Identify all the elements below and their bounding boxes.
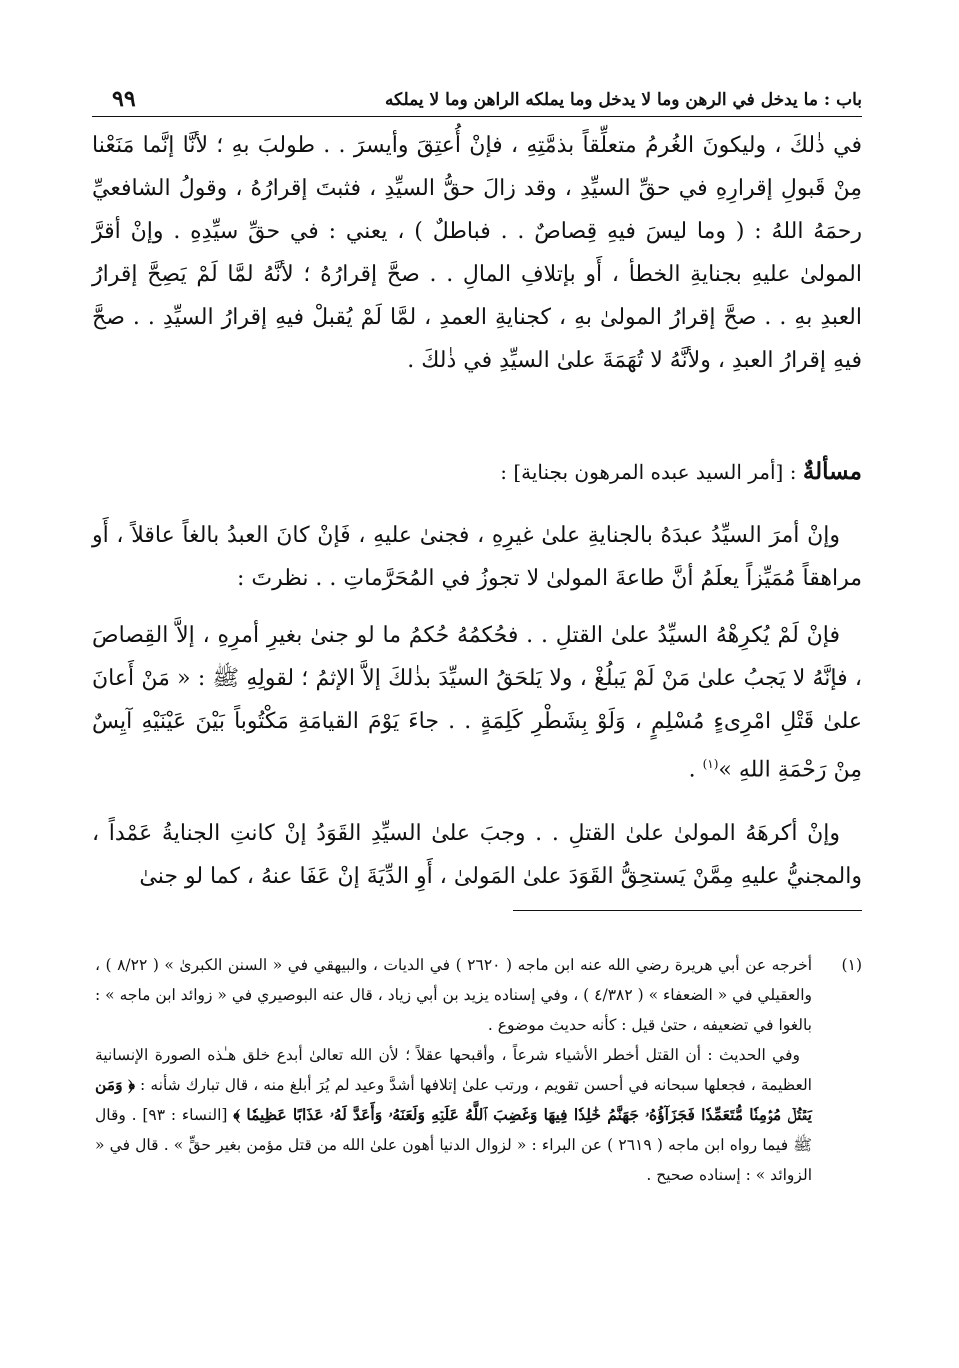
paragraph-4 — [92, 812, 862, 898]
chapter-title: باب : ما يدخل في الرهن وما لا يدخل وما يملكه الراهن وما لا يملكه — [384, 90, 862, 110]
footnote-marker: (١) — [841, 956, 862, 974]
running-header — [92, 76, 862, 117]
paragraph-4-text: وإنْ أكرهَهُ المولىٰ علىٰ القتلِ . . وجبَ علىٰ السيِّدِ القَوَدُ إنْ كانتِ الجنايةُ عَمْداً ، والمجنيُّ عليهِ مِمَّنْ يَستحِقُّ القَوَدَ علىٰ المَولىٰ ، أَوِ الدِّيَةَ إنْ عَفَا عنهُ ، كما لو جنىٰ — [92, 821, 862, 889]
footnote-text: أخرجه عن أبي هريرة رضي الله عنه ابن ماجه ( ٢٦٢٠ ) في الديات ، والبيهقي في « السنن الكبرىٰ » ( ٨/٢٢ ) ، والعقيلي في « الضعفاء » ( ٤/٣٨٢ ) ، وفي إسناده يزيد بن أبي زياد ، قال عنه البوصيري في « زوائد ابن ماجه » : بالغوا في تضعيفه ، حتىٰ قيل : كأنه حديث موضوع . — [95, 956, 813, 1034]
issue-label: مسألةٌ — [802, 458, 862, 485]
paragraph-3-body: فإنْ لَمْ يُكرِهْهُ السيِّدُ علىٰ القتلِ . . فحُكمُهُ حُكمُ ما لو جنىٰ بغيرِ أمرِهِ ، إلاَّ القِصاصَ ، فإنَّهُ لا يَجبُ علىٰ مَنْ لَمْ يَبلُغْ ، ولا يَلحَقُ السيِّدَ بذٰلكَ إلاَّ الإثمُ ؛ لقولِهِ ﷺ : — [92, 623, 863, 691]
issue-heading — [500, 458, 862, 485]
hadith-quote: « مَنْ أَعانَ علىٰ قَتْلِ امْرِىءٍ مُسْلِمٍ ، وَلَوْ بِشَطْرِ كَلِمَةٍ . . جاءَ يَوْمَ القيامَةِ مَكْتُوباً بَيْنَ عَيْنَيْهِ آيِسٌ مِنْ رَحْمَةِ اللهِ » — [92, 666, 862, 783]
page-number: ٩٩ — [112, 86, 136, 112]
footnote-1-commentary — [95, 1040, 812, 1190]
paragraph-3-end: . — [688, 757, 703, 783]
footnote-divider — [513, 910, 862, 911]
paragraph-3-text — [92, 614, 862, 791]
footnote-reference[interactable]: (١) — [702, 757, 719, 771]
paragraph-1-text: في ذٰلكَ ، وليكونَ الغُرمُ متعلِّقاً بذمَّتِهِ ، فإنْ أُعتِقَ وأيسرَ . . طولبَ بهِ ؛ لأنَّا إنَّما مَنَعْنا مِنْ قَبولِ إقرارِهِ في حقِّ السيِّدِ ، وقد زالَ حقُّ السيِّدِ ، فثبتَ إقرارُهُ ، وقولُ الشافعيِّ رحمَهُ اللهُ : ( وما ليسَ فيهِ قِصاصٌ . . فباطلٌ ) ، يعني : في حقِّ سيِّدِهِ . وإنْ أقرَّ المولىٰ عليهِ بجنايةِ الخطأ ، أَو بإتلافِ المالِ . . صحَّ إقرارُهُ ؛ لأنَّهُ لمَّا لَمْ يَصِحَّ إقرارُ العبدِ بهِ . . صحَّ إقرارُ المولىٰ بهِ ، كجنايةِ العمدِ ، لمَّا لَمْ يُقبلْ فيهِ إقرارُ السيِّدِ . . صحَّ فيهِ إقرارُ العبدِ ، ولأنَّهُ لا تُهَمَةَ علىٰ السيِّدِ في ذٰلكَ . — [92, 133, 862, 373]
paragraph-3 — [92, 614, 862, 791]
footnote-1 — [95, 950, 862, 1040]
quran-verse: ﴿ وَمَن يَقۡتُلۡ مُؤۡمِنٗا مُّتَعَمِّدٗا فَجَزَآؤُهُۥ جَهَنَّمُ خَٰلِدٗا فِيهَا وَغَضِبَ ٱللَّهُ عَلَيۡهِ وَلَعَنَهُۥ وَأَعَدَّ لَهُۥ عَذَابًا عَظِيمٗا ﴾ — [95, 1075, 812, 1124]
footnote-commentary-b: [النساء : ٩٣] . وقال ﷺ فيما رواه ابن ماجه ( ٢٦١٩ ) عن البراء : « لزوال الدنيا أهون علىٰ الله من قتل مؤمن بغير حقٍّ » . قال في « الزوائد » : إسناده صحيح . — [95, 1106, 812, 1184]
footnotes — [95, 950, 862, 1190]
paragraph-2-text: وإنْ أمرَ السيِّدُ عبدَهُ بالجنايةِ علىٰ غيرِهِ ، فجنىٰ عليهِ ، فَإنْ كانَ العبدُ بالغاً عاقلاً ، أَو مراهقاً مُمَيِّزاً يعلَمُ أنَّ طاعةَ المولىٰ لا تجوزُ في المُحَرَّماتِ . . نظرتَ : — [92, 523, 862, 591]
paragraph-1 — [92, 124, 862, 382]
paragraph-2 — [92, 514, 862, 600]
footnote-commentary-a: وفي الحديث : أن القتل أخطر الأشياء شرعاً ، وأقبحها عقلاً ؛ لأن الله تعالىٰ أبدع خلق هـٰذه الصورة الإنسانية العظيمة ، فجعلها سبحانه في أحسن تقويم ، ورتب علىٰ إتلافها أشدَّ وعيد لم يُرَ أبلغ منه ، قال تبارك شأنه : — [95, 1046, 812, 1094]
issue-title: : [أمر السيد عبده المرهون بجناية] : — [500, 460, 797, 484]
